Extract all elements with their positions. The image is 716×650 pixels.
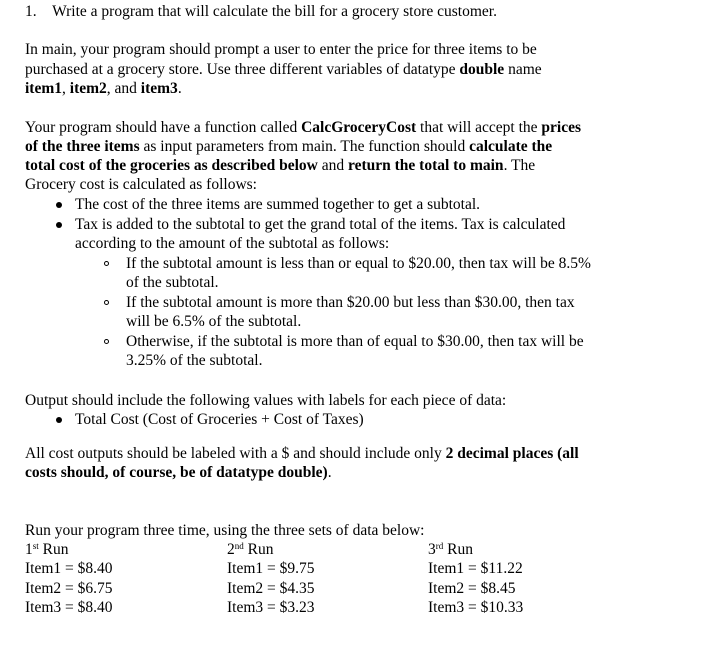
para2-line4: Grocery cost is calculated as follows: — [25, 176, 257, 193]
para2-line2 — [25, 137, 552, 156]
tax-rule-1-line2: of the subtotal. — [126, 274, 219, 291]
function-name: CalcGroceryCost — [301, 119, 417, 136]
circle-bullet-icon — [104, 339, 109, 344]
output-intro: Output should include the following values with labels for each piece of data: — [25, 392, 507, 409]
para1-text: , and — [106, 80, 141, 97]
para1-text: name — [504, 61, 542, 78]
para2-text: and — [317, 157, 348, 174]
bullet-icon — [56, 417, 62, 423]
run-ordinal: rd — [435, 541, 444, 551]
para2-emphasis: of the three items — [25, 138, 140, 155]
para1-text: , — [62, 80, 70, 97]
run2-heading — [227, 540, 273, 559]
format-text: All cost outputs should be labeled with a $ and should include only — [25, 445, 446, 462]
run-ordinal: nd — [234, 541, 244, 551]
question-heading — [25, 2, 497, 21]
run-label: Run — [243, 541, 274, 558]
run-label: Run — [38, 541, 69, 558]
tax-rule-2-line2: will be 6.5% of the subtotal. — [126, 313, 302, 330]
para1-line1: In main, your program should prompt a user to enter the price for three items to be — [25, 41, 537, 58]
question-number: 1. — [25, 3, 37, 20]
run-number: 3 — [428, 541, 436, 558]
para1-text: purchased at a grocery store. Use three different variables of datatype — [25, 61, 460, 78]
para2-text: that will accept the — [416, 119, 542, 136]
tax-rule-3-line1: Otherwise, if the subtotal is more than of equal to $30.00, then tax will be — [126, 333, 584, 350]
question-title: Write a program that will calculate the bill for a grocery store customer. — [52, 3, 497, 20]
para2-emphasis: calculate the — [469, 138, 553, 155]
para2-emphasis: total cost of the groceries as described below — [25, 157, 318, 174]
run3-item1: Item1 = $11.22 — [428, 560, 523, 577]
para1-line2 — [25, 60, 542, 79]
run2-item1: Item1 = $9.75 — [227, 560, 315, 577]
rule-bullet-1: The cost of the three items are summed together to get a subtotal. — [75, 196, 481, 213]
run2-item2: Item2 = $4.35 — [227, 580, 315, 597]
run3-item2: Item2 = $8.45 — [428, 580, 516, 597]
tax-rule-1-line1: If the subtotal amount is less than or equal to $20.00, then tax will be 8.5% — [126, 255, 591, 272]
run-number: 1 — [25, 541, 33, 558]
para1-line3 — [25, 79, 182, 98]
para2-text: Your program should have a function called — [25, 119, 302, 136]
run2-item3: Item3 = $3.23 — [227, 599, 315, 616]
run1-item3: Item3 = $8.40 — [25, 599, 113, 616]
run-ordinal: st — [32, 541, 39, 551]
run3-heading — [428, 540, 473, 559]
var-item1: item1 — [25, 80, 63, 97]
para1-text: . — [177, 80, 182, 97]
runs-intro: Run your program three time, using the three sets of data below: — [25, 522, 425, 539]
var-item3: item3 — [140, 80, 178, 97]
bullet-icon — [56, 202, 62, 208]
circle-bullet-icon — [104, 300, 109, 305]
format-emphasis: 2 decimal places (all — [445, 445, 579, 462]
run-label: Run — [443, 541, 473, 558]
run1-item1: Item1 = $8.40 — [25, 560, 113, 577]
para2-line1 — [25, 118, 581, 137]
para2-text: . The — [503, 157, 536, 174]
var-item2: item2 — [69, 80, 107, 97]
run1-heading — [25, 540, 68, 559]
format-line2 — [25, 463, 332, 482]
format-text: . — [327, 464, 332, 481]
para2-text: as input parameters from main. The function should — [139, 138, 470, 155]
run3-item3: Item3 = $10.33 — [428, 599, 524, 616]
format-line1 — [25, 444, 579, 463]
run-number: 2 — [227, 541, 235, 558]
para2-line3 — [25, 156, 535, 175]
tax-rule-3-line2: 3.25% of the subtotal. — [126, 352, 263, 369]
bullet-icon — [56, 222, 62, 228]
rule-bullet-2-line1: Tax is added to the subtotal to get the grand total of the items. Tax is calculated — [75, 216, 566, 233]
rule-bullet-2-line2: according to the amount of the subtotal as follows: — [75, 235, 390, 252]
para2-emphasis: prices — [541, 119, 581, 136]
run1-item2: Item2 = $6.75 — [25, 580, 113, 597]
para2-emphasis: return the total to main — [348, 157, 504, 174]
format-emphasis: costs should, of course, be of datatype double) — [25, 464, 328, 481]
tax-rule-2-line1: If the subtotal amount is more than $20.00 but less than $30.00, then tax — [126, 294, 575, 311]
datatype-double: double — [459, 61, 505, 78]
output-item: Total Cost (Cost of Groceries + Cost of Taxes) — [75, 411, 364, 428]
circle-bullet-icon — [104, 261, 109, 266]
